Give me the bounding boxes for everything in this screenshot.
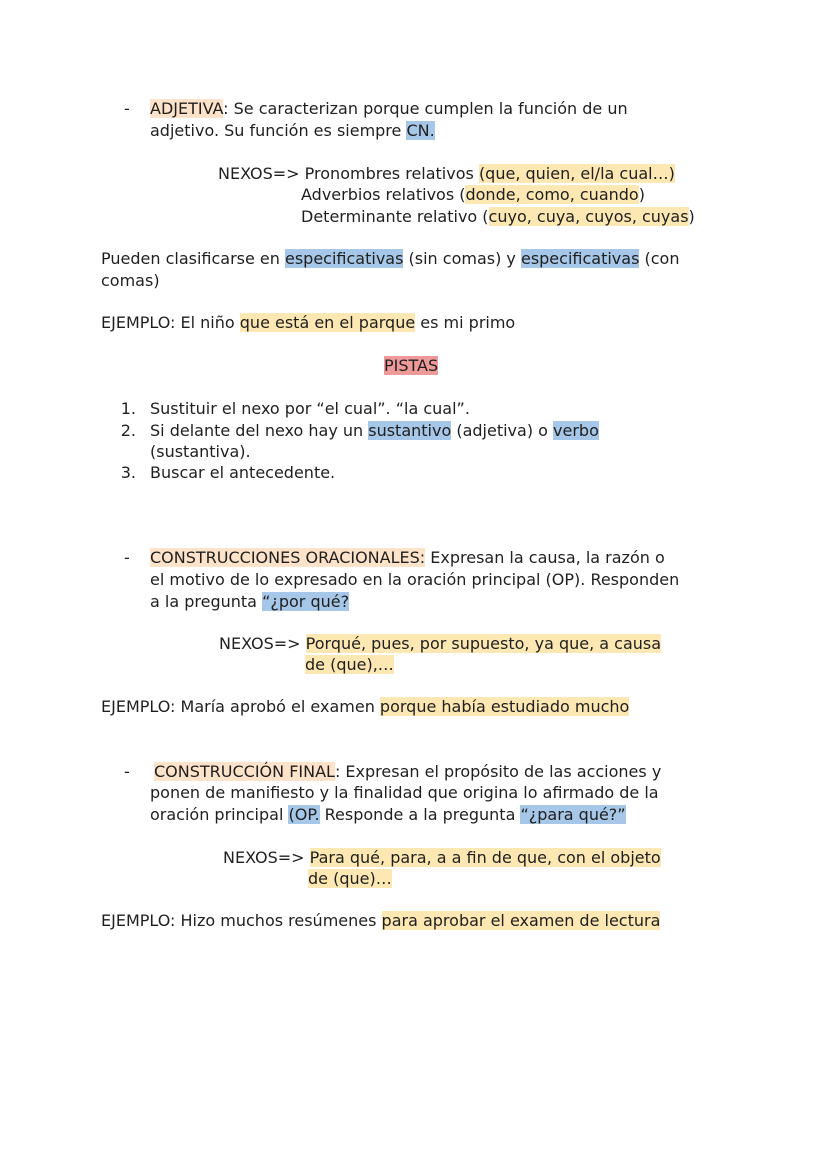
text: ) — [638, 185, 645, 204]
nexos-causales-line-1 — [219, 633, 661, 654]
text: (adjetiva) o — [451, 421, 554, 440]
highlight-ejemplo-2: porque había estudiado mucho — [379, 697, 630, 716]
highlight-pistas: PISTAS — [384, 356, 439, 375]
text: (con — [639, 249, 680, 268]
nexos-label: NEXOS=> — [219, 634, 306, 653]
list-number: 2. — [120, 421, 136, 440]
text: oración principal — [150, 805, 289, 824]
causales-line-2: el motivo de lo expresado en la oración principal (OP). Responden — [150, 570, 680, 589]
bullet-dash: - — [124, 548, 130, 567]
bullet-dash: - — [124, 762, 130, 781]
nexos-line-1 — [218, 163, 675, 184]
clasif-line-2: comas) — [101, 271, 160, 290]
final-line-2: ponen de manifiesto y la finalidad que origina lo afirmado de la — [150, 783, 659, 802]
nexos-label: NEXOS=> — [218, 164, 300, 183]
highlight-op: (OP. — [288, 805, 320, 824]
highlight-pronombres: (que, quien, el/la cual…) — [478, 164, 675, 183]
list-number: 1. — [120, 399, 136, 418]
text: EJEMPLO: María aprobó el examen — [101, 697, 380, 716]
highlight-para-que: “¿para qué?” — [520, 805, 626, 824]
highlight-determinantes: cuyo, cuya, cuyos, cuyas — [488, 207, 689, 226]
text: Expresan la causa, la razón o — [425, 548, 665, 567]
highlight-sustantivo: sustantivo — [368, 421, 452, 440]
highlight-nexos-finales-cont: de (que)… — [308, 869, 392, 888]
highlight-nexos-finales: Para qué, para, a a fin de que, con el objeto — [309, 848, 661, 867]
causales-line-3 — [150, 591, 349, 612]
term-adjetiva: ADJETIVA — [150, 99, 224, 118]
causales-line-1 — [150, 547, 665, 568]
ejemplo-3 — [101, 910, 660, 931]
text: Determinante relativo ( — [301, 207, 489, 226]
ejemplo-2 — [101, 696, 629, 717]
highlight-verbo: verbo — [553, 421, 599, 440]
text: : Expresan el propósito de las acciones y — [334, 762, 662, 781]
list-number: 3. — [120, 463, 136, 482]
text: EJEMPLO: Hizo muchos resúmenes — [101, 911, 382, 930]
nexos-finales-line-2 — [308, 868, 392, 889]
highlight-cn: CN. — [406, 121, 435, 140]
text: ) — [688, 207, 695, 226]
text: Si delante del nexo hay un — [150, 421, 369, 440]
text: adjetivo. Su función es siempre — [150, 121, 407, 140]
term-construccion-final: CONSTRUCCIÓN FINAL — [154, 762, 335, 781]
highlight-nexos-causales-cont: de (que),… — [305, 655, 394, 674]
highlight-nexos-causales: Porqué, pues, por supuesto, ya que, a causa — [305, 634, 662, 653]
text: : Se caracterizan porque cumplen la función de un — [223, 99, 628, 118]
highlight-por-que: “¿por qué? — [262, 592, 350, 611]
nexos-causales-line-2 — [305, 654, 394, 675]
text: es mi primo — [415, 313, 516, 332]
text: a la pregunta — [150, 592, 263, 611]
final-line-1 — [154, 761, 661, 782]
nexos-line-3 — [301, 206, 695, 227]
text: Adverbios relativos ( — [301, 185, 466, 204]
highlight-adverbios: donde, como, cuando — [465, 185, 639, 204]
list-item-1: Sustituir el nexo por “el cual”. “la cual”. — [150, 399, 470, 418]
list-item-2 — [150, 420, 599, 441]
nexos-label: NEXOS=> — [223, 848, 310, 867]
text: Responde a la pregunta — [319, 805, 521, 824]
highlight-especificativas-1: especificativas — [285, 249, 404, 268]
text: (sin comas) y — [403, 249, 521, 268]
nexos-line-2 — [301, 184, 645, 205]
text: EJEMPLO: El niño — [101, 313, 240, 332]
highlight-ejemplo-3: para aprobar el examen de lectura — [381, 911, 661, 930]
ejemplo-1 — [101, 312, 515, 333]
text: Pronombres relativos — [299, 164, 479, 183]
pistas-title — [384, 355, 438, 376]
nexos-finales-line-1 — [223, 847, 661, 868]
bullet-dash: - — [124, 99, 130, 118]
text: Pueden clasificarse en — [101, 249, 285, 268]
clasif-line-1 — [101, 248, 679, 269]
highlight-ejemplo-1: que está en el parque — [239, 313, 416, 332]
list-item-3: Buscar el antecedente. — [150, 463, 336, 482]
final-line-3 — [150, 804, 626, 825]
adjetiva-line-1 — [150, 98, 628, 119]
list-item-2-cont: (sustantiva). — [150, 442, 251, 461]
highlight-especificativas-2: especificativas — [520, 249, 640, 268]
term-construcciones-oracionales: CONSTRUCCIONES ORACIONALES: — [150, 548, 426, 567]
adjetiva-line-2 — [150, 120, 435, 141]
